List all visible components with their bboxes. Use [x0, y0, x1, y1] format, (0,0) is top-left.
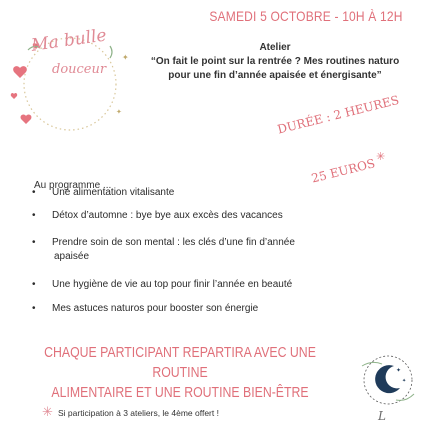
bullet-icon: •	[32, 210, 36, 221]
brand-signature: L	[378, 409, 386, 423]
footnote-offer: Si participation à 3 ateliers, le 4ème offert !	[58, 408, 219, 418]
logo-text-douceur: douceur	[52, 62, 107, 77]
list-item-text: Une alimentation vitalisante	[52, 187, 175, 198]
svg-text:✦: ✦	[122, 53, 129, 62]
list-item-text-continued: apaisée	[54, 251, 90, 262]
asterisk-icon: ✳	[42, 404, 53, 419]
list-item-text: Prendre soin de son mental : les clés d’une fin d’année	[52, 237, 295, 248]
svg-text:✦: ✦	[116, 109, 122, 116]
callout-line-2: ALIMENTAIRE ET UNE ROUTINE BIEN-ÊTRE	[51, 384, 309, 401]
logo-text-ma-bulle: Ma bulle	[30, 25, 108, 56]
atelier-label: Atelier	[259, 42, 291, 53]
programme-title: Au programme ...	[34, 180, 112, 191]
bullet-icon: •	[32, 279, 36, 290]
svg-text:✦: ✦	[402, 378, 407, 384]
bullet-icon: •	[32, 237, 36, 248]
bullet-icon: •	[32, 303, 36, 314]
sparkle-icon: ✳	[376, 151, 386, 163]
moon-stars-logo	[356, 346, 420, 426]
svg-text:✦: ✦	[396, 368, 402, 374]
bullet-icon: •	[32, 187, 36, 198]
list-item-text: Une hygiène de vie au top pour finir l’année en beauté	[52, 279, 293, 290]
callout-routine	[36, 343, 325, 403]
event-date: SAMEDI 5 OCTOBRE - 10H À 12H	[209, 8, 403, 24]
price-label: 25 EUROS	[310, 156, 377, 186]
list-item-text: Mes astuces naturos pour booster son énergie	[52, 303, 259, 314]
duration-label: DURÉE : 2 HEURES	[276, 92, 401, 137]
callout-line-1: CHAQUE PARTICIPANT REPARTIRA AVEC UNE ROUTINE	[44, 344, 316, 381]
atelier-title: “On fait le point sur la rentrée ? Mes routines naturo pour une fin d’année apaisée et énergisante”	[150, 56, 400, 81]
list-item-text: Détox d’automne : bye bye aux excès des vacances	[52, 210, 283, 221]
